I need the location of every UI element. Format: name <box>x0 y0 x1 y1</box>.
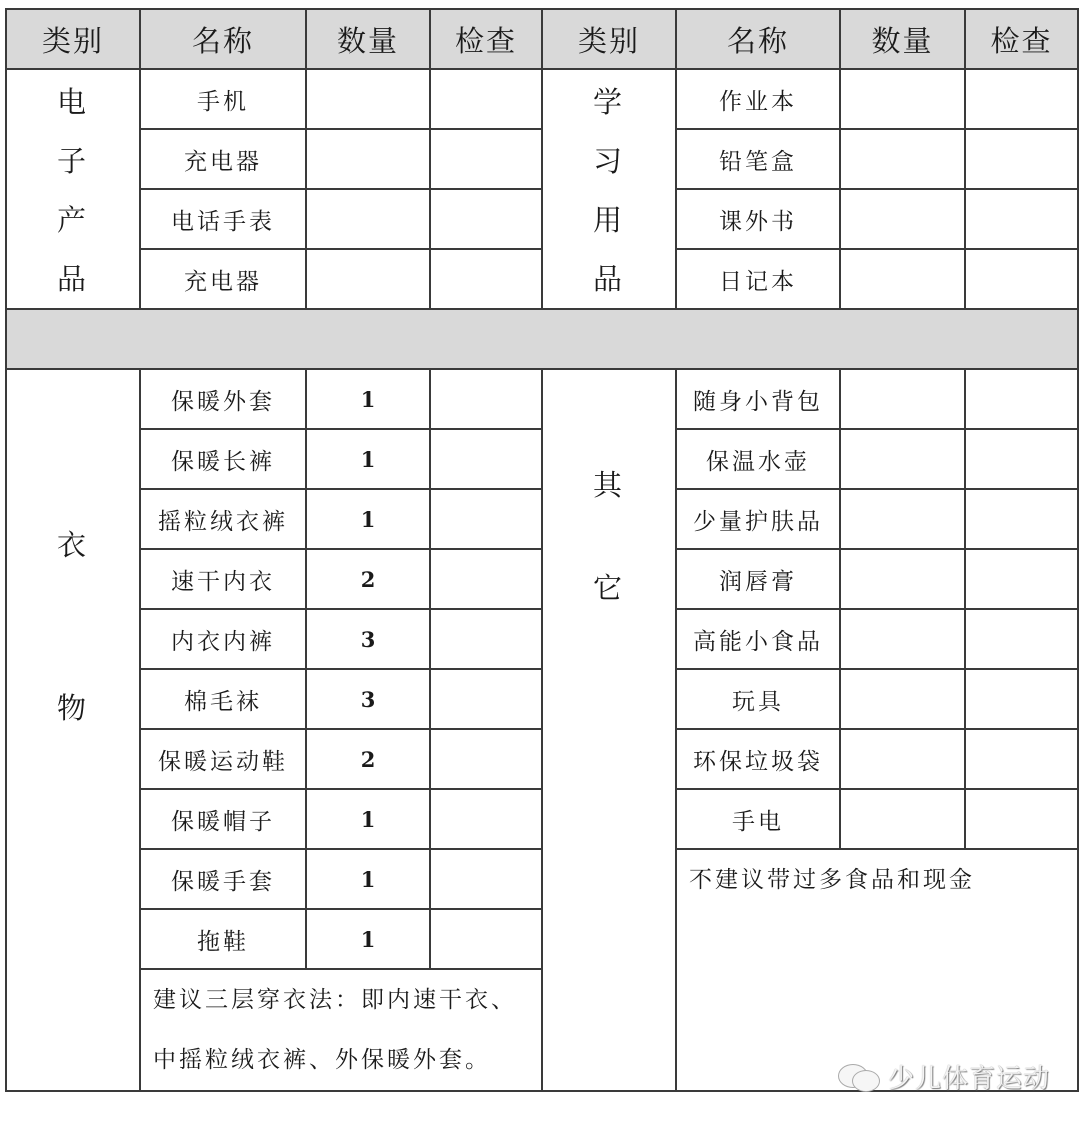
item-check[interactable] <box>965 429 1078 489</box>
watermark-text: 少儿体育运动 <box>888 1064 1051 1094</box>
item-quantity[interactable] <box>306 69 430 129</box>
item-check[interactable] <box>430 789 542 849</box>
item-quantity[interactable]: 3 <box>306 669 430 729</box>
item-check[interactable] <box>430 609 542 669</box>
item-quantity[interactable]: 2 <box>306 729 430 789</box>
item-check[interactable] <box>430 669 542 729</box>
item-name: 摇粒绒衣裤 <box>140 489 306 549</box>
header-category: 类别 <box>542 9 676 69</box>
separator-row <box>6 309 1078 369</box>
item-quantity[interactable]: 1 <box>306 429 430 489</box>
wechat-icon <box>838 1062 882 1092</box>
section-divider <box>6 309 1078 369</box>
item-check[interactable] <box>430 729 542 789</box>
item-check[interactable] <box>430 249 542 309</box>
item-name: 少量护肤品 <box>676 489 840 549</box>
item-name: 保暖手套 <box>140 849 306 909</box>
item-name: 保暖外套 <box>140 369 306 429</box>
item-check[interactable] <box>965 609 1078 669</box>
item-check[interactable] <box>965 729 1078 789</box>
item-quantity[interactable]: 1 <box>306 369 430 429</box>
category-study-supplies: 学 习 用 品 <box>542 69 676 309</box>
item-name: 作业本 <box>676 69 840 129</box>
item-quantity[interactable]: 1 <box>306 909 430 969</box>
item-check[interactable] <box>965 549 1078 609</box>
header-check: 检查 <box>430 9 542 69</box>
watermark <box>838 1058 1050 1095</box>
item-quantity[interactable] <box>840 489 965 549</box>
table-row <box>6 369 1078 429</box>
item-name: 手机 <box>140 69 306 129</box>
clothing-note-line-2: 中摇粒绒衣裤、外保暖外套。 <box>153 1047 491 1073</box>
item-name: 拖鞋 <box>140 909 306 969</box>
item-check[interactable] <box>430 189 542 249</box>
header-category: 类别 <box>6 9 140 69</box>
item-name: 铅笔盒 <box>676 129 840 189</box>
item-check[interactable] <box>965 669 1078 729</box>
item-check[interactable] <box>965 189 1078 249</box>
category-others: 其 它 <box>542 369 676 1091</box>
item-check[interactable] <box>965 489 1078 549</box>
item-quantity[interactable]: 1 <box>306 849 430 909</box>
header-name: 名称 <box>140 9 306 69</box>
item-check[interactable] <box>430 549 542 609</box>
item-name: 速干内衣 <box>140 549 306 609</box>
header-row <box>6 9 1078 69</box>
item-name: 手电 <box>676 789 840 849</box>
category-clothing: 衣 物 <box>6 369 140 1091</box>
category-electronics: 电 子 产 品 <box>6 69 140 309</box>
item-name: 环保垃圾袋 <box>676 729 840 789</box>
item-quantity[interactable]: 3 <box>306 609 430 669</box>
table-row <box>6 69 1078 129</box>
item-quantity[interactable] <box>306 249 430 309</box>
item-quantity[interactable] <box>840 609 965 669</box>
header-name: 名称 <box>676 9 840 69</box>
item-check[interactable] <box>430 69 542 129</box>
item-name: 高能小食品 <box>676 609 840 669</box>
item-quantity[interactable]: 2 <box>306 549 430 609</box>
item-name: 课外书 <box>676 189 840 249</box>
item-name: 润唇膏 <box>676 549 840 609</box>
item-quantity[interactable] <box>306 129 430 189</box>
item-name: 保暖长裤 <box>140 429 306 489</box>
item-check[interactable] <box>430 429 542 489</box>
item-name: 随身小背包 <box>676 369 840 429</box>
item-check[interactable] <box>430 909 542 969</box>
item-check[interactable] <box>430 489 542 549</box>
item-quantity[interactable] <box>840 369 965 429</box>
item-quantity[interactable]: 1 <box>306 489 430 549</box>
item-quantity[interactable] <box>306 189 430 249</box>
item-quantity[interactable] <box>840 189 965 249</box>
item-check[interactable] <box>430 849 542 909</box>
item-quantity[interactable] <box>840 429 965 489</box>
item-quantity[interactable] <box>840 249 965 309</box>
header-quantity: 数量 <box>306 9 430 69</box>
header-check: 检查 <box>965 9 1078 69</box>
item-check[interactable] <box>430 129 542 189</box>
item-check[interactable] <box>965 789 1078 849</box>
header-quantity: 数量 <box>840 9 965 69</box>
item-name: 棉毛袜 <box>140 669 306 729</box>
item-name: 玩具 <box>676 669 840 729</box>
item-check[interactable] <box>965 369 1078 429</box>
item-quantity[interactable] <box>840 549 965 609</box>
clothing-note-line-1: 建议三层穿衣法：即内速干衣、 <box>153 987 517 1013</box>
item-name: 充电器 <box>140 129 306 189</box>
item-quantity[interactable] <box>840 729 965 789</box>
item-quantity[interactable] <box>840 69 965 129</box>
item-quantity[interactable] <box>840 669 965 729</box>
item-quantity[interactable] <box>840 129 965 189</box>
others-note: 不建议带过多食品和现金 <box>676 849 1078 1091</box>
clothing-note <box>140 969 542 1091</box>
item-name: 电话手表 <box>140 189 306 249</box>
item-name: 保暖运动鞋 <box>140 729 306 789</box>
item-quantity[interactable] <box>840 789 965 849</box>
item-quantity[interactable]: 1 <box>306 789 430 849</box>
item-name: 充电器 <box>140 249 306 309</box>
item-check[interactable] <box>430 369 542 429</box>
item-check[interactable] <box>965 249 1078 309</box>
packing-checklist-table <box>5 8 1079 1092</box>
item-name: 内衣内裤 <box>140 609 306 669</box>
item-check[interactable] <box>965 129 1078 189</box>
item-check[interactable] <box>965 69 1078 129</box>
item-name: 保暖帽子 <box>140 789 306 849</box>
item-name: 保温水壶 <box>676 429 840 489</box>
item-name: 日记本 <box>676 249 840 309</box>
